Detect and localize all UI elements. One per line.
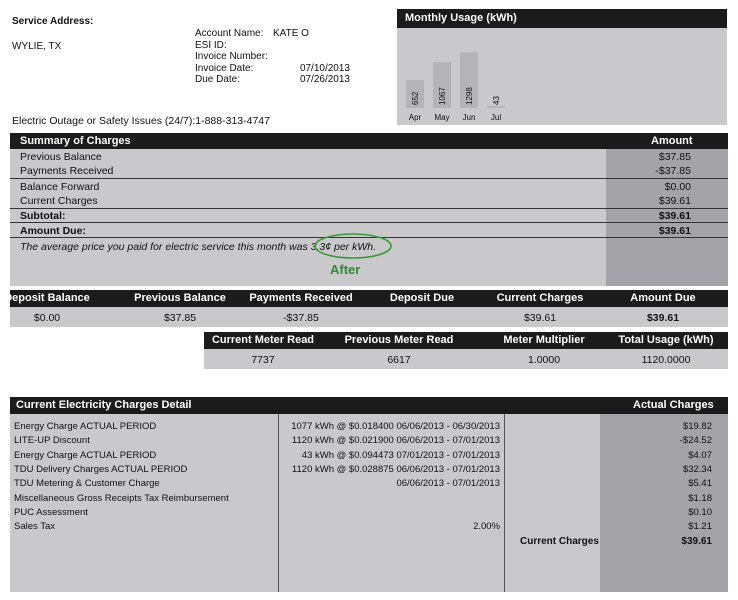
- meter-value-cell: 7737: [251, 354, 275, 366]
- detail-row-amount: $32.34: [682, 463, 712, 475]
- detail-row-amount: $19.82: [682, 421, 712, 432]
- service-address-label: Service Address:: [12, 16, 94, 27]
- summary-row-amount: $39.61: [658, 195, 691, 207]
- meter-header-cell: Previous Meter Read: [344, 334, 454, 346]
- meter-value-cell: 1120.0000: [641, 354, 691, 366]
- detail-row-calc: 2.00%: [473, 521, 500, 533]
- detail-amount-header: Actual Charges: [633, 399, 714, 411]
- detail-row-label: TDU Delivery Charges ACTUAL PERIOD: [14, 463, 188, 475]
- detail-header: [10, 397, 728, 414]
- summary-row-label: Previous Balance: [20, 151, 102, 163]
- detail-row-label: PUC Assessment: [14, 506, 88, 518]
- balances-header-cell: Current Charges: [496, 292, 584, 304]
- balances-header-cell: Payments Received: [249, 292, 353, 304]
- summary-row-amount: $39.61: [658, 210, 691, 222]
- detail-row-calc: 43 kWh @ $0.094473 07/01/2013 - 07/01/2013: [301, 449, 500, 461]
- usage-bar-value-label: 652: [411, 91, 420, 105]
- account-info-labels: [195, 28, 268, 86]
- summary-separator: [10, 222, 728, 223]
- balances-header-cell: Deposit Balance: [4, 292, 90, 304]
- summary-row-amount: $39.61: [658, 225, 691, 237]
- detail-row-label: TDU Metering & Customer Charge: [14, 478, 160, 490]
- detail-total-amount: $39.61: [681, 536, 712, 547]
- account-name-label: Account Name:: [195, 28, 264, 39]
- balances-value-cell: $39.61: [523, 312, 557, 324]
- summary-header: [10, 133, 728, 149]
- meter-values-row: [204, 349, 728, 369]
- due-date-label: Due Date:: [195, 74, 241, 85]
- balances-header-cell: Deposit Due: [389, 292, 455, 304]
- detail-row-label: Miscellaneous Gross Receipts Tax Reimbursement: [14, 492, 229, 504]
- meter-value-cell: 6617: [387, 354, 411, 366]
- summary-row-amount: $37.85: [658, 151, 691, 163]
- balances-header-row: [4, 290, 728, 307]
- summary-separator: [10, 208, 728, 209]
- balances-header-cell: Previous Balance: [134, 292, 226, 304]
- detail-row-label: Energy Charge ACTUAL PERIOD: [14, 449, 157, 461]
- summary-amount-header: Amount: [651, 135, 693, 147]
- detail-row-amount: $1.18: [688, 492, 712, 504]
- summary-row-label: Payments Received: [20, 165, 114, 177]
- summary-title: Summary of Charges: [20, 135, 131, 147]
- after-annotation: After: [330, 262, 361, 277]
- due-date: 07/26/2013: [299, 74, 350, 85]
- summary-row-amount: -$37.85: [655, 165, 691, 177]
- detail-row-calc: 1077 kWh @ $0.018400 06/06/2013 - 06/30/2013: [291, 421, 500, 432]
- meter-value-cell: 1.0000: [527, 354, 561, 366]
- invoice-number-label: Invoice Number:: [195, 51, 268, 62]
- invoice-date-label: Invoice Date:: [195, 62, 254, 74]
- detail-row-label: Sales Tax: [14, 521, 56, 533]
- esi-id-label: ESI ID:: [195, 39, 227, 51]
- invoice-date: 07/10/2013: [299, 62, 350, 74]
- detail-row-label: Energy Charge ACTUAL PERIOD: [14, 421, 157, 432]
- detail-row-amount: $4.07: [688, 449, 712, 461]
- usage-bar-value-label: 43: [492, 96, 501, 105]
- summary-row-amount: $0.00: [664, 181, 691, 193]
- detail-row-calc: 06/06/2013 - 07/01/2013: [396, 478, 500, 490]
- balances-value-cell: $0.00: [33, 312, 61, 324]
- detail-row-calc: 1120 kWh @ $0.021900 06/06/2013 - 07/01/2013: [291, 435, 500, 447]
- usage-chart: [397, 28, 727, 125]
- usage-chart-area: [397, 28, 727, 125]
- service-city: WYLIE, TX: [12, 41, 62, 52]
- balances-value-cell: -$37.85: [283, 312, 319, 324]
- usage-bar: [487, 106, 505, 108]
- detail-divider-1: [278, 414, 279, 592]
- average-price-text: The average price you paid for electric service this month was 3.3¢ per kWh.: [20, 241, 376, 253]
- detail-divider-2: [504, 414, 505, 592]
- summary-row-label: Subtotal:: [20, 210, 66, 222]
- summary-separator: [10, 178, 728, 179]
- usage-bar-category-label: Apr: [408, 113, 422, 122]
- meter-header-cell: Current Meter Read: [211, 334, 315, 346]
- summary-row-label: Balance Forward: [20, 181, 100, 193]
- meter-header-cell: Meter Multiplier: [503, 334, 585, 346]
- balances-values-row: [10, 307, 728, 327]
- detail-title: Current Electricity Charges Detail: [16, 399, 192, 411]
- usage-bar-category-label: Jun: [462, 113, 476, 122]
- balances-value-cell: $37.85: [163, 312, 197, 324]
- detail-row-calc: 1120 kWh @ $0.028875 06/06/2013 - 07/01/2013: [291, 463, 500, 475]
- detail-row-amount: $1.21: [688, 521, 712, 533]
- summary-row-label: Amount Due:: [20, 225, 86, 237]
- usage-chart-title: Monthly Usage (kWh): [397, 9, 727, 28]
- detail-row-amount: $0.10: [688, 506, 712, 518]
- meter-header-row: [204, 332, 728, 349]
- usage-bar-value-label: 1067: [438, 87, 447, 105]
- balances-value-cell: $39.61: [646, 312, 680, 324]
- detail-total-label: Current Charges: [520, 536, 599, 547]
- usage-bar-value-label: 1298: [465, 87, 474, 105]
- usage-bar-category-label: May: [434, 113, 450, 122]
- highlight-ellipse: [312, 232, 394, 260]
- account-name: KATE O: [273, 28, 309, 39]
- balances-header-cell: Amount Due: [630, 292, 696, 304]
- usage-bar-category-label: Jul: [490, 113, 502, 122]
- detail-row-amount: -$24.52: [679, 435, 712, 447]
- meter-header-cell: Total Usage (kWh): [618, 334, 714, 346]
- outage-phone-line: Electric Outage or Safety Issues (24/7):1-888-313-4747: [12, 115, 270, 127]
- detail-row-label: LITE-UP Discount: [14, 435, 90, 447]
- detail-row-amount: $5.41: [688, 478, 712, 490]
- summary-row-label: Current Charges: [20, 195, 98, 207]
